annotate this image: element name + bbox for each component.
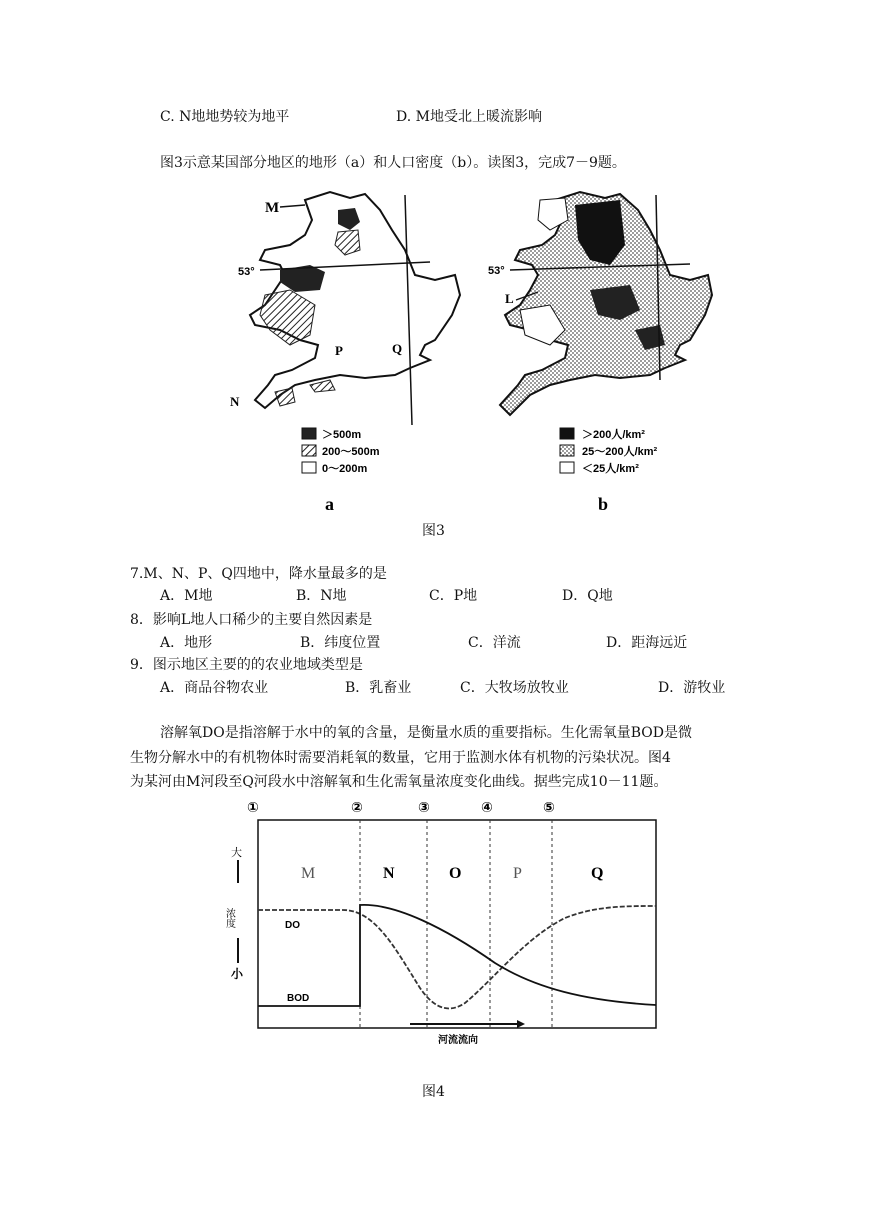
q8-option-b: B．纬度位置 bbox=[300, 635, 381, 651]
fig4-intro-line-2: 生物分解水中的有机物体时需要消耗氧的数量，它用于监测水体有机物的污染状况。图4 bbox=[130, 750, 671, 766]
fig4-title: 图4 bbox=[422, 1084, 445, 1100]
q7-option-c: C．P地 bbox=[429, 588, 478, 604]
q8-option-c: C．洋流 bbox=[468, 635, 521, 651]
y-top-label: 大 bbox=[231, 846, 242, 859]
y-axis-label: 浓度 bbox=[223, 908, 235, 928]
do-series-label: DO bbox=[285, 920, 300, 931]
boundary-1: ① bbox=[247, 800, 259, 816]
section-p: P bbox=[513, 865, 522, 882]
map-b-legend-2: 25～200人/km² bbox=[582, 446, 658, 458]
map-a-label-q: Q bbox=[392, 341, 403, 356]
map-a-legend-2: 200～500m bbox=[322, 446, 380, 458]
q9-option-d: D．游牧业 bbox=[658, 680, 726, 696]
map-a-label-lat: 53° bbox=[238, 266, 255, 278]
map-b-label-l: L bbox=[505, 291, 514, 306]
chart-frame bbox=[258, 820, 656, 1028]
q7-stem: 7.M、N、P、Q四地中，降水量最多的是 bbox=[130, 566, 387, 582]
fig4-intro-line-1: 溶解氧DO是指溶解于水中的氧的含量，是衡量水质的重要指标。生化需氧量BOD是微 bbox=[160, 725, 692, 741]
q9-stem: 9．图示地区主要的的农业地域类型是 bbox=[130, 657, 363, 673]
map-a-legend-1: ＞500m bbox=[322, 429, 362, 441]
fig3-title: 图3 bbox=[422, 523, 445, 539]
fig3-intro: 图3示意某国部分地区的地形（a）和人口密度（b）。读图3，完成7－9题。 bbox=[160, 155, 626, 171]
map-b-legend-1: ＞200人/km² bbox=[582, 429, 645, 441]
map-b-legend-3: ＜25人/km² bbox=[582, 463, 639, 475]
q8-option-d: D．距海远近 bbox=[606, 635, 688, 651]
mid-land-south bbox=[310, 380, 335, 392]
map-a bbox=[230, 192, 460, 514]
map-a-legend-3: 0～200m bbox=[322, 463, 368, 475]
section-o: O bbox=[449, 865, 462, 882]
boundary-2: ② bbox=[351, 800, 363, 816]
map-b-label-lat: 53° bbox=[488, 265, 505, 277]
bod-series-label: BOD bbox=[287, 993, 310, 1004]
section-m: M bbox=[301, 865, 316, 882]
q8-stem: 8．影响L地人口稀少的主要自然因素是 bbox=[130, 612, 373, 628]
y-bottom-label: 小 bbox=[231, 967, 244, 981]
x-axis-label: 河流流向 bbox=[438, 1035, 478, 1046]
map-a-caption: a bbox=[325, 494, 334, 514]
q9-option-c: C．大牧场放牧业 bbox=[460, 680, 569, 696]
fig4-intro-line-3: 为某河由M河段至Q河段水中溶解氧和生化需氧量浓度变化曲线。据些完成10－11题。 bbox=[130, 774, 668, 790]
option-d-prev: D. M地受北上暖流影响 bbox=[396, 109, 542, 125]
option-c-prev: C. N地地势较为地平 bbox=[160, 109, 290, 125]
map-a-label-n: N bbox=[230, 394, 240, 409]
boundary-5: ⑤ bbox=[543, 800, 555, 816]
fig4-chart bbox=[225, 798, 665, 1058]
map-b bbox=[488, 192, 712, 514]
section-n: N bbox=[383, 865, 395, 882]
fig3-maps bbox=[220, 180, 720, 520]
q7-option-b: B．N地 bbox=[296, 588, 347, 604]
q9-option-a: A．商品谷物农业 bbox=[160, 680, 269, 696]
section-q: Q bbox=[591, 865, 604, 882]
map-a-label-p: P bbox=[335, 343, 343, 358]
do-curve bbox=[258, 906, 656, 1008]
boundary-3: ③ bbox=[418, 800, 430, 816]
map-b-caption: b bbox=[598, 494, 609, 514]
q7-option-a: A．M地 bbox=[160, 588, 213, 604]
boundary-4: ④ bbox=[481, 800, 493, 816]
map-a-label-m: M bbox=[265, 200, 280, 216]
q7-option-d: D．Q地 bbox=[562, 588, 613, 604]
bod-curve bbox=[258, 905, 656, 1006]
q9-option-b: B．乳畜业 bbox=[345, 680, 412, 696]
q8-option-a: A．地形 bbox=[160, 635, 213, 651]
